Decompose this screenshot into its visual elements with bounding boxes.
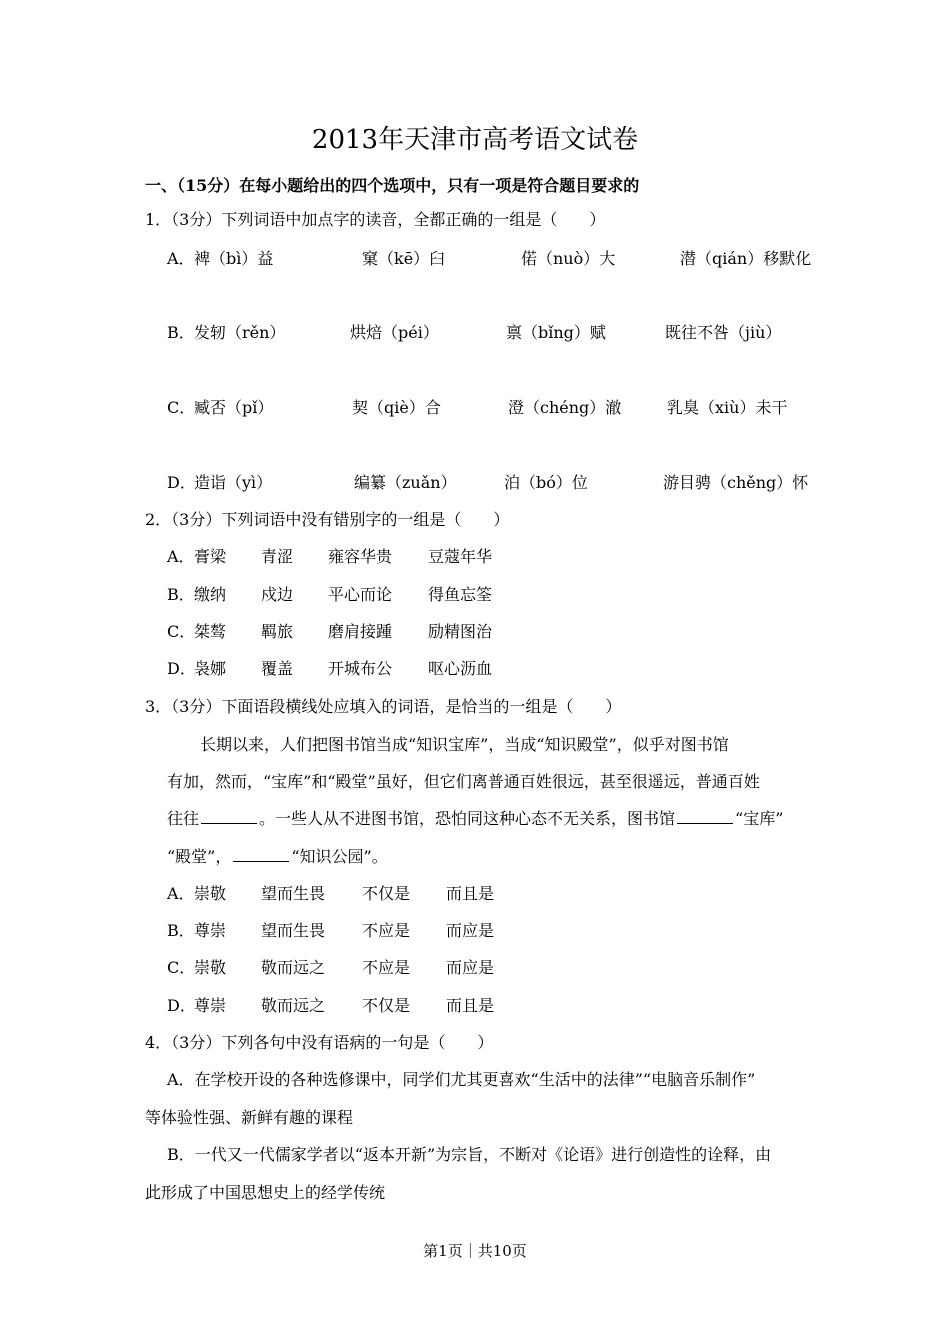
section-heading: 一、（15分）在每小题给出的四个选项中，只有一项是符合题目要求的 xyxy=(145,176,640,195)
option-item: 契（qiè）合 xyxy=(352,398,441,417)
passage-line-2: 有加，然而，“宝库”和“殿堂”虽好，但它们离普通百姓很远，甚至很遥远，普通百姓 xyxy=(167,772,760,791)
option-item: 窠（kē）臼 xyxy=(362,249,446,268)
question-4-option-b-line-2: 此形成了中国思想史上的经学传统 xyxy=(145,1183,386,1202)
option-item: 青涩 xyxy=(261,547,294,566)
question-4-option-b-line-1: B．一代又一代儒家学者以“返本开新”为宗旨，不断对《论语》进行创造性的诠释，由 xyxy=(167,1145,772,1164)
option-item: 励精图治 xyxy=(428,622,493,641)
option-item: 敬而远之 xyxy=(261,996,326,1015)
option-label: D． xyxy=(167,473,196,492)
option-item: 敬而远之 xyxy=(261,958,326,977)
question-3-stem: 3．（3分）下面语段横线处应填入的词语，是恰当的一组是（ ） xyxy=(145,697,622,716)
option-label: A． xyxy=(167,884,195,903)
option-item: 烘焙（péi） xyxy=(350,323,439,342)
option-label: C． xyxy=(167,958,196,977)
option-item: 乳臭（xiù）未干 xyxy=(667,398,788,417)
option-label: D． xyxy=(167,659,196,678)
passage-text: “宝库” xyxy=(735,809,784,828)
option-item: 禀（bǐng）赋 xyxy=(506,323,606,342)
question-4-option-a-line-2: 等体验性强、新鲜有趣的课程 xyxy=(145,1108,354,1127)
option-item: 游目骋（chěng）怀 xyxy=(663,473,809,492)
option-item: 得鱼忘筌 xyxy=(428,585,493,604)
page-title: 2013年天津市高考语文试卷 xyxy=(311,125,639,155)
option-item: 羁旅 xyxy=(261,622,294,641)
option-item: 戍边 xyxy=(261,585,294,604)
option-item: 雍容华贵 xyxy=(328,547,393,566)
option-item: 而且是 xyxy=(446,996,495,1015)
passage-text: “知识公园”。 xyxy=(291,847,388,866)
option-item: 平心而论 xyxy=(328,585,393,604)
option-item: 袅娜 xyxy=(194,659,227,678)
passage-text: “殿堂”， xyxy=(167,847,232,866)
passage-text: 往往 xyxy=(167,809,200,828)
fill-blank-3 xyxy=(233,847,289,862)
option-item: 磨肩接踵 xyxy=(328,622,393,641)
option-label: B． xyxy=(167,921,195,940)
option-item: 造诣（yì） xyxy=(194,473,273,492)
option-label: A． xyxy=(167,249,195,268)
option-label: B． xyxy=(167,585,195,604)
passage-text: 。一些人从不进图书馆，恐怕同这种心态不无关系，图书馆 xyxy=(259,809,676,828)
option-item: 望而生畏 xyxy=(261,884,326,903)
option-item: 而且是 xyxy=(446,884,495,903)
option-item: 覆盖 xyxy=(261,659,294,678)
option-label: A． xyxy=(167,547,195,566)
passage-line-1: 长期以来，人们把图书馆当成“知识宝库”，当成“知识殿堂”，似乎对图书馆 xyxy=(200,735,729,754)
option-item: 不应是 xyxy=(362,958,411,977)
option-item: 编纂（zuǎn） xyxy=(354,473,457,492)
option-item: 发轫（rěn） xyxy=(194,323,286,342)
option-item: 裨（bì）益 xyxy=(194,249,274,268)
option-label: D． xyxy=(167,996,196,1015)
option-item: 不仅是 xyxy=(362,996,411,1015)
option-item: 偌（nuò）大 xyxy=(521,249,616,268)
page-footer: 第1页｜共10页 xyxy=(423,1242,527,1260)
option-item: 臧否（pǐ） xyxy=(194,398,274,417)
option-item: 呕心沥血 xyxy=(428,659,493,678)
option-item: 缴纳 xyxy=(194,585,227,604)
passage-line-4 xyxy=(167,846,817,868)
question-2-stem: 2．（3分）下列词语中没有错别字的一组是（ ） xyxy=(145,510,510,529)
question-1-stem: 1．（3分）下列词语中加点字的读音，全都正确的一组是（ ） xyxy=(145,210,606,229)
option-item: 不应是 xyxy=(362,921,411,940)
option-item: 桀骜 xyxy=(194,622,227,641)
option-item: 既往不咎（jiù） xyxy=(665,323,782,342)
option-item: 尊崇 xyxy=(194,921,227,940)
option-item: 而应是 xyxy=(446,958,495,977)
option-item: 澄（chéng）澈 xyxy=(508,398,622,417)
option-item: 崇敬 xyxy=(194,958,227,977)
option-item: 望而生畏 xyxy=(261,921,326,940)
option-item: 膏梁 xyxy=(194,547,227,566)
option-item: 尊崇 xyxy=(194,996,227,1015)
option-item: 崇敬 xyxy=(194,884,227,903)
question-4-option-a-line-1: A．在学校开设的各种选修课中，同学们尤其更喜欢“生活中的法律”“电脑音乐制作” xyxy=(167,1070,756,1089)
option-item: 潜（qián）移默化 xyxy=(680,249,812,268)
passage-line-3 xyxy=(167,808,817,830)
option-item: 不仅是 xyxy=(362,884,411,903)
option-item: 而应是 xyxy=(446,921,495,940)
option-item: 泊（bó）位 xyxy=(504,473,588,492)
option-label: B． xyxy=(167,323,195,342)
fill-blank-1 xyxy=(201,809,257,824)
option-item: 开城布公 xyxy=(328,659,393,678)
question-4-stem: 4．（3分）下列各句中没有语病的一句是（ ） xyxy=(145,1033,494,1052)
option-label: C． xyxy=(167,622,196,641)
option-label: C． xyxy=(167,398,196,417)
option-item: 豆蔻年华 xyxy=(428,547,493,566)
fill-blank-2 xyxy=(677,809,733,824)
